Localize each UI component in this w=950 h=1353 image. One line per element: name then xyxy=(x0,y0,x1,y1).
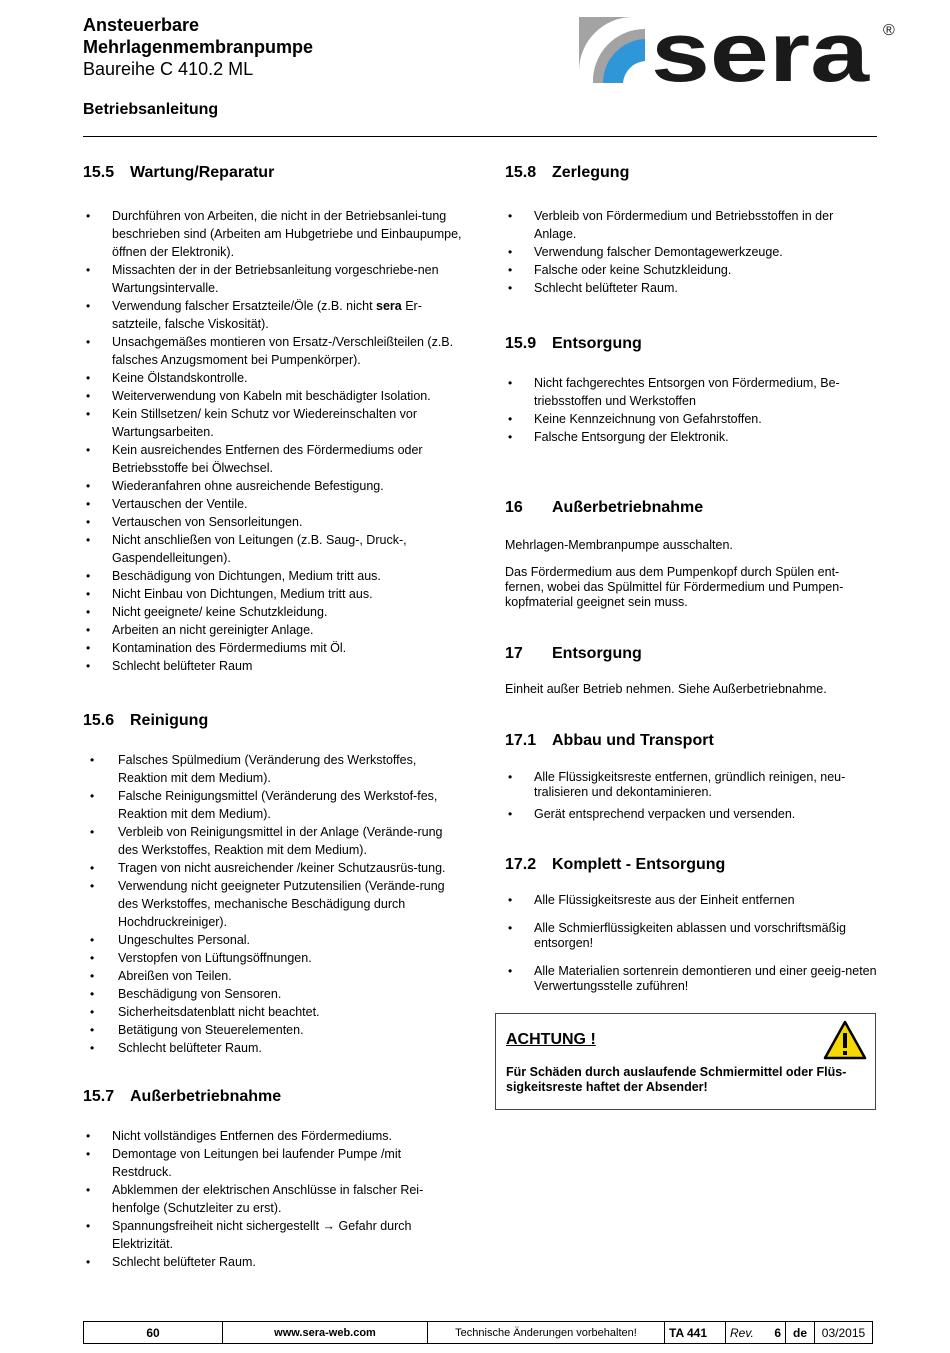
list-item: • Verwendung falscher Demontagewerkzeuge. xyxy=(505,243,877,261)
ta-number: TA 441 xyxy=(665,1322,726,1344)
section-heading-16 xyxy=(505,498,877,518)
list-item: • Ungeschultes Personal. xyxy=(83,931,463,949)
warning-title: ACHTUNG ! xyxy=(506,1031,596,1048)
language-code: de xyxy=(786,1322,815,1344)
brand-bold-text: sera xyxy=(376,299,402,313)
list-15-8 xyxy=(505,207,877,297)
list-item: • Nicht geeignete/ keine Schutzkleidung. xyxy=(83,603,463,621)
document-title xyxy=(83,14,503,80)
list-item: • Demontage von Leitungen bei laufender Pumpe /mit Restdruck. xyxy=(83,1145,463,1181)
paragraph: Mehrlagen-Membranpumpe ausschalten. xyxy=(505,538,733,552)
list-item: • Beschädigung von Dichtungen, Medium tritt aus. xyxy=(83,567,463,585)
section-title: Abbau und Transport xyxy=(552,732,714,749)
list-17-1 xyxy=(505,770,877,823)
list-item: • Sicherheitsdatenblatt nicht beachtet. xyxy=(83,1003,463,1021)
list-item: • Nicht Einbau von Dichtungen, Medium tritt aus. xyxy=(83,585,463,603)
list-item: • Verbleib von Fördermedium und Betriebsstoffen in der Anlage. xyxy=(505,207,877,243)
header-divider xyxy=(83,136,877,137)
list-item: • Keine Ölstandskontrolle. xyxy=(83,369,463,387)
section-number: 15.6 xyxy=(83,712,115,729)
list-item: • Beschädigung von Sensoren. xyxy=(83,985,463,1003)
list-item: • Schlecht belüfteter Raum. xyxy=(83,1253,463,1271)
list-item: • Missachten der in der Betriebsanleitung vorgeschriebe-nen Wartungsintervalle. xyxy=(83,261,463,297)
list-item: • Alle Flüssigkeitsreste aus der Einheit entfernen xyxy=(505,893,877,908)
section-heading-15-7 xyxy=(83,1087,463,1107)
list-item: • Arbeiten an nicht gereinigter Anlage. xyxy=(83,621,463,639)
list-15-9 xyxy=(505,374,877,446)
page-number: 60 xyxy=(84,1322,223,1344)
list-item: • Alle Materialien sortenrein demontieren und einer geeig-neten Verwertungsstelle zuführen! xyxy=(505,964,877,994)
warning-triangle-icon xyxy=(823,1020,867,1060)
list-item: • Nicht vollständiges Entfernen des Fördermediums. xyxy=(83,1127,463,1145)
section-title: Reinigung xyxy=(130,712,209,729)
list-item: • Vertauschen von Sensorleitungen. xyxy=(83,513,463,531)
list-item: • Abreißen von Teilen. xyxy=(83,967,463,985)
warning-box xyxy=(495,1013,876,1110)
list-item: • Unsachgemäßes montieren von Ersatz-/Verschleißteilen (z.B. falsches Anzugsmoment bei Pumpenkörper). xyxy=(83,333,463,369)
section-title: Komplett - Entsorgung xyxy=(552,856,726,873)
list-item: • Schlecht belüfteter Raum. xyxy=(505,279,877,297)
list-item: • Abklemmen der elektrischen Anschlüsse in falscher Rei-henfolge (Schutzleiter zu erst). xyxy=(83,1181,463,1217)
list-item: • Verbleib von Reinigungsmittel in der Anlage (Verände-rung des Werkstoffes, Reaktion mit dem Medium). xyxy=(83,823,463,859)
list-item: • Tragen von nicht ausreichender /keiner Schutzausrüs-tung. xyxy=(83,859,463,877)
section-number: 17.2 xyxy=(505,856,537,873)
list-item: • Vertauschen der Ventile. xyxy=(83,495,463,513)
sera-logo xyxy=(579,15,901,87)
list-item: • Falsche Entsorgung der Elektronik. xyxy=(505,428,877,446)
section-title: Außerbetriebnahme xyxy=(552,499,704,516)
list-item: • Schlecht belüfteter Raum. xyxy=(83,1039,463,1057)
section-number: 15.9 xyxy=(505,335,537,352)
list-item: • Betätigung von Steuerelementen. xyxy=(83,1021,463,1039)
list-item: • Durchführen von Arbeiten, die nicht in der Betriebsanlei-tung beschrieben sind (Arbeiten am Hubgetriebe und Einbaupumpe, öffnen der Elektronik). xyxy=(83,207,463,261)
list-item: • Verwendung falscher Ersatzteile/Öle (z.B. nicht sera Er-satzteile, falsche Viskosität). xyxy=(83,297,463,333)
section-heading-15-6 xyxy=(83,711,463,731)
section-title: Entsorgung xyxy=(552,645,642,662)
rev-number: 6 xyxy=(774,1325,781,1340)
list-item: • Spannungsfreiheit nicht sichergestellt → Gefahr durch Elektrizität. xyxy=(83,1217,463,1253)
list-item: • Falsches Spülmedium (Veränderung des Werkstoffes, Reaktion mit dem Medium). xyxy=(83,751,463,787)
section-heading-15-5 xyxy=(83,163,463,183)
website-link[interactable]: www.sera-web.com xyxy=(223,1322,428,1344)
warning-text: Für Schäden durch auslaufende Schmiermittel oder Flüs-sigkeitsreste haftet der Absender! xyxy=(506,1065,847,1094)
list-item: • Alle Schmierflüssigkeiten ablassen und vorschriftsmäßig entsorgen! xyxy=(505,921,877,951)
section-heading-17-1 xyxy=(505,731,877,751)
section-number: 15.8 xyxy=(505,164,537,181)
list-item: • Schlecht belüfteter Raum xyxy=(83,657,463,675)
rev-label: Rev. 6 xyxy=(726,1322,786,1344)
list-17-2 xyxy=(505,893,877,994)
list-item: • Gerät entsprechend verpacken und versenden. xyxy=(505,805,877,823)
list-item: • Kein ausreichendes Entfernen des Fördermediums oder Betriebsstoffe bei Ölwechsel. xyxy=(83,441,463,477)
section-heading-17 xyxy=(505,644,877,664)
list-item: • Verstopfen von Lüftungsöffnungen. xyxy=(83,949,463,967)
page-footer xyxy=(83,1321,873,1344)
list-item: • Nicht fachgerechtes Entsorgen von Fördermedium, Be-triebsstoffen und Werkstoffen xyxy=(505,374,877,410)
list-item: • Keine Kennzeichnung von Gefahrstoffen. xyxy=(505,410,877,428)
section-heading-15-9 xyxy=(505,334,877,354)
left-column xyxy=(83,163,463,1271)
logo-text: sera xyxy=(651,15,871,87)
issue-date: 03/2015 xyxy=(815,1322,873,1344)
list-item: • Falsche oder keine Schutzkleidung. xyxy=(505,261,877,279)
section-title: Entsorgung xyxy=(552,335,642,352)
list-item: • Falsche Reinigungsmittel (Veränderung des Werkstof-fes, Reaktion mit dem Medium). xyxy=(83,787,463,823)
document-type: Betriebsanleitung xyxy=(83,101,219,118)
list-item: • Wiederanfahren ohne ausreichende Befestigung. xyxy=(83,477,463,495)
list-item: • Kontamination des Fördermediums mit Öl. xyxy=(83,639,463,657)
right-column xyxy=(505,163,877,1007)
section-number: 17 xyxy=(505,645,523,662)
registered-mark: ® xyxy=(883,22,895,39)
section-number: 15.5 xyxy=(83,164,115,181)
list-item: • Alle Flüssigkeitsreste entfernen, gründlich reinigen, neu-tralisieren und dekontaminieren. xyxy=(505,770,877,800)
title-line-2: Mehrlagenmembranpumpe xyxy=(83,37,314,57)
list-item: • Weiterverwendung von Kabeln mit beschädigter Isolation. xyxy=(83,387,463,405)
list-item: • Nicht anschließen von Leitungen (z.B. Saug-, Druck-, Gaspendelleitungen). xyxy=(83,531,463,567)
section-title: Wartung/Reparatur xyxy=(130,164,275,181)
list-item: • Kein Stillsetzen/ kein Schutz vor Wiedereinschalten vor Wartungsarbeiten. xyxy=(83,405,463,441)
title-line-3: Baureihe C 410.2 ML xyxy=(83,59,254,79)
paragraph: Einheit außer Betrieb nehmen. Siehe Außerbetriebnahme. xyxy=(505,682,827,696)
section-heading-17-2 xyxy=(505,855,877,875)
section-heading-15-8 xyxy=(505,163,877,183)
list-15-5 xyxy=(83,207,463,675)
section-number: 17.1 xyxy=(505,732,537,749)
section-number: 15.7 xyxy=(83,1088,115,1105)
title-line-1: Ansteuerbare xyxy=(83,15,200,35)
list-15-7 xyxy=(83,1127,463,1271)
section-title: Außerbetriebnahme xyxy=(130,1088,282,1105)
change-notice: Technische Änderungen vorbehalten! xyxy=(428,1322,665,1344)
paragraph: Das Fördermedium aus dem Pumpenkopf durch Spülen ent-fernen, wobei das Spülmittel für Fördermedium und Pumpen-kopfmaterial geeignet sein muss. xyxy=(505,565,844,609)
section-title: Zerlegung xyxy=(552,164,630,181)
list-item: • Verwendung nicht geeigneter Putzutensilien (Verände-rung des Werkstoffes, mechanische Beschädigung durch Hochdruckreiniger). xyxy=(83,877,463,931)
section-number: 16 xyxy=(505,499,523,516)
list-15-6 xyxy=(83,751,463,1057)
